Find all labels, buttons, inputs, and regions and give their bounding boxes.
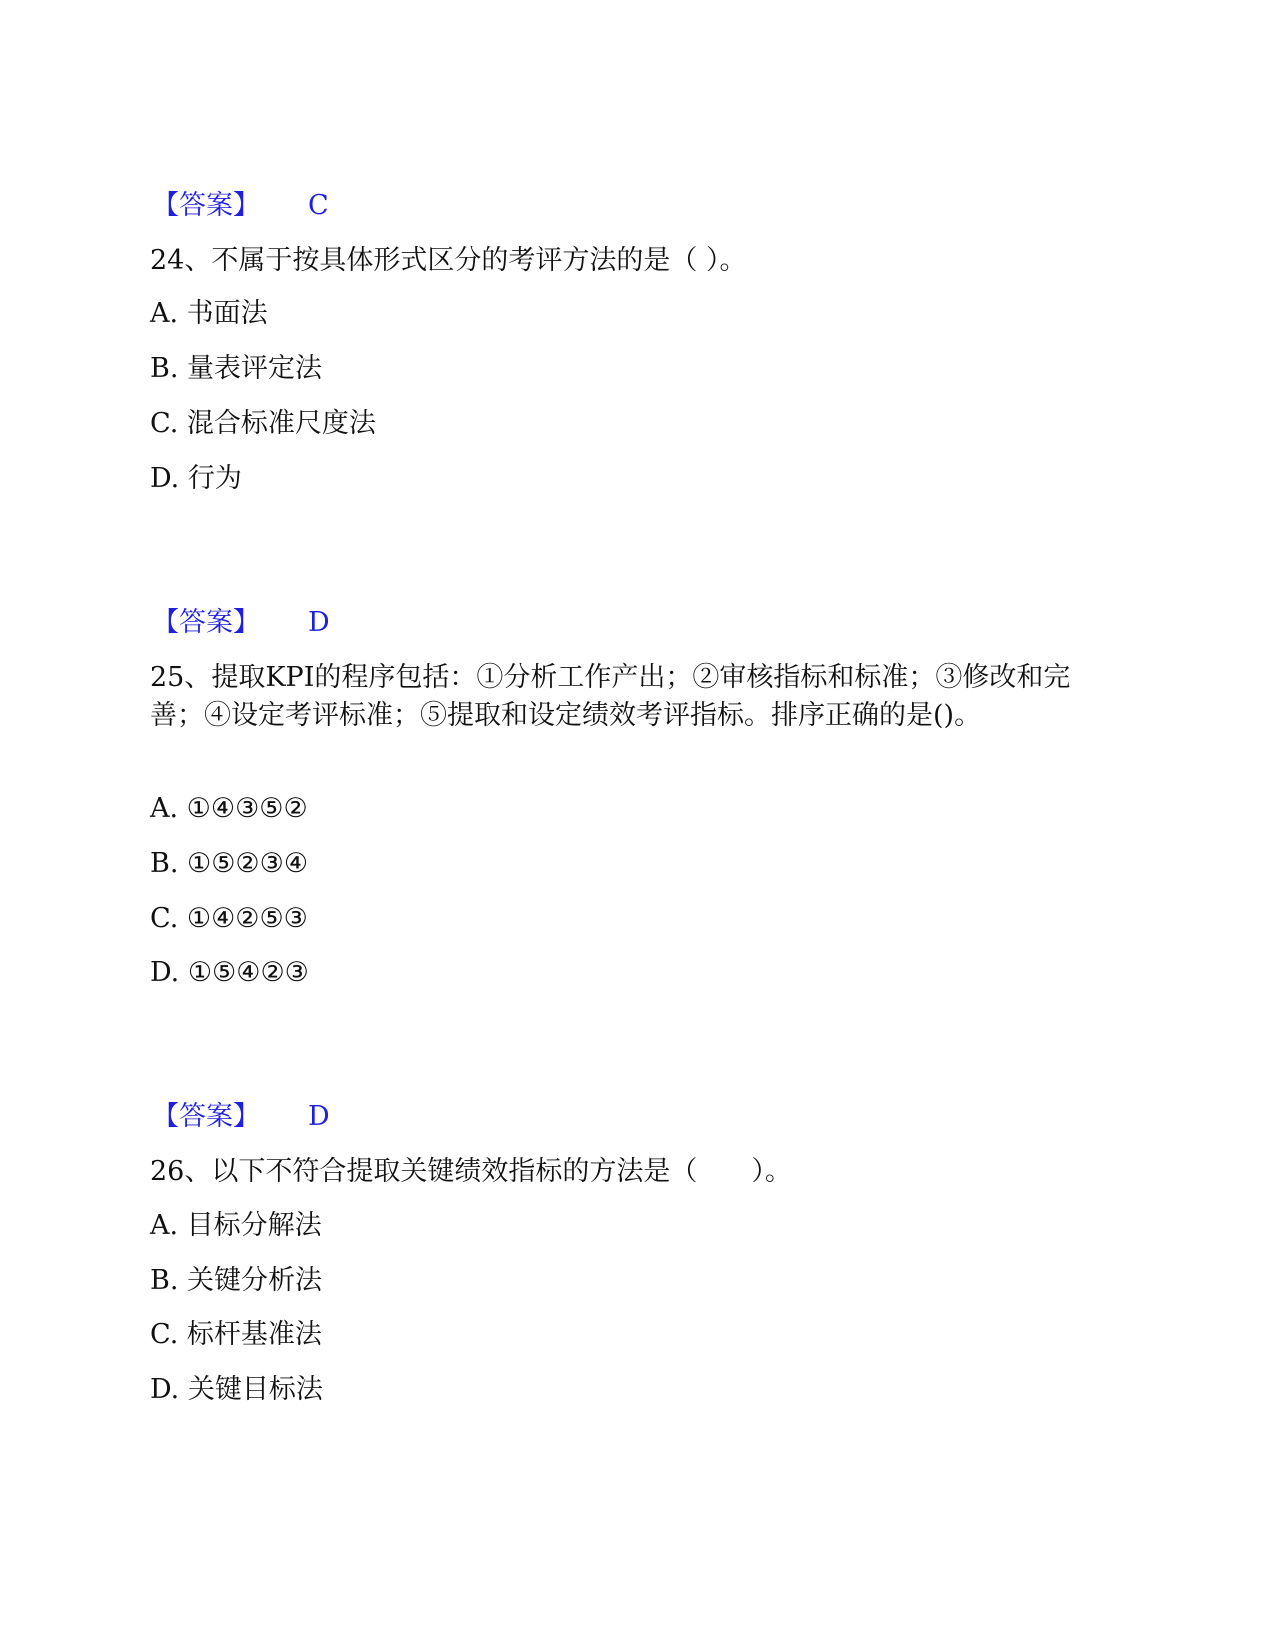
option-c: C. 标杆基准法: [150, 1319, 322, 1350]
option-c: C. ①④②⑤③: [150, 903, 308, 934]
question-text: 26、以下不符合提取关键绩效指标的方法是（ ）。: [150, 1156, 792, 1187]
option-d: D. ①⑤④②③: [150, 957, 309, 988]
option-d: D. 行为: [150, 463, 242, 494]
answer-label: 【答案】: [152, 1101, 260, 1132]
answer-value: D: [308, 1101, 330, 1132]
option-a: A. 书面法: [150, 298, 268, 329]
answer-line: [152, 605, 330, 641]
option-a: A. 目标分解法: [150, 1210, 322, 1241]
option-c: C. 混合标准尺度法: [150, 408, 376, 439]
question-text: 24、不属于按具体形式区分的考评方法的是（ ）。: [150, 245, 747, 276]
answer-line: [152, 188, 329, 224]
option-d: D. 关键目标法: [150, 1374, 323, 1405]
question-text: 25、提取KPI的程序包括：①分析工作产出；②审核指标和标准；③修改和完善；④设定考评标准；⑤提取和设定绩效考评指标。排序正确的是()。: [150, 662, 1071, 731]
option-a: A. ①④③⑤②: [150, 793, 308, 824]
answer-label: 【答案】: [152, 607, 260, 638]
option-b: B. 关键分析法: [150, 1265, 323, 1296]
answer-value: D: [308, 607, 330, 638]
answer-value: C: [308, 190, 329, 221]
option-b: B. 量表评定法: [150, 353, 323, 384]
answer-label: 【答案】: [152, 190, 260, 221]
option-b: B. ①⑤②③④: [150, 848, 309, 879]
answer-line: [152, 1099, 330, 1135]
